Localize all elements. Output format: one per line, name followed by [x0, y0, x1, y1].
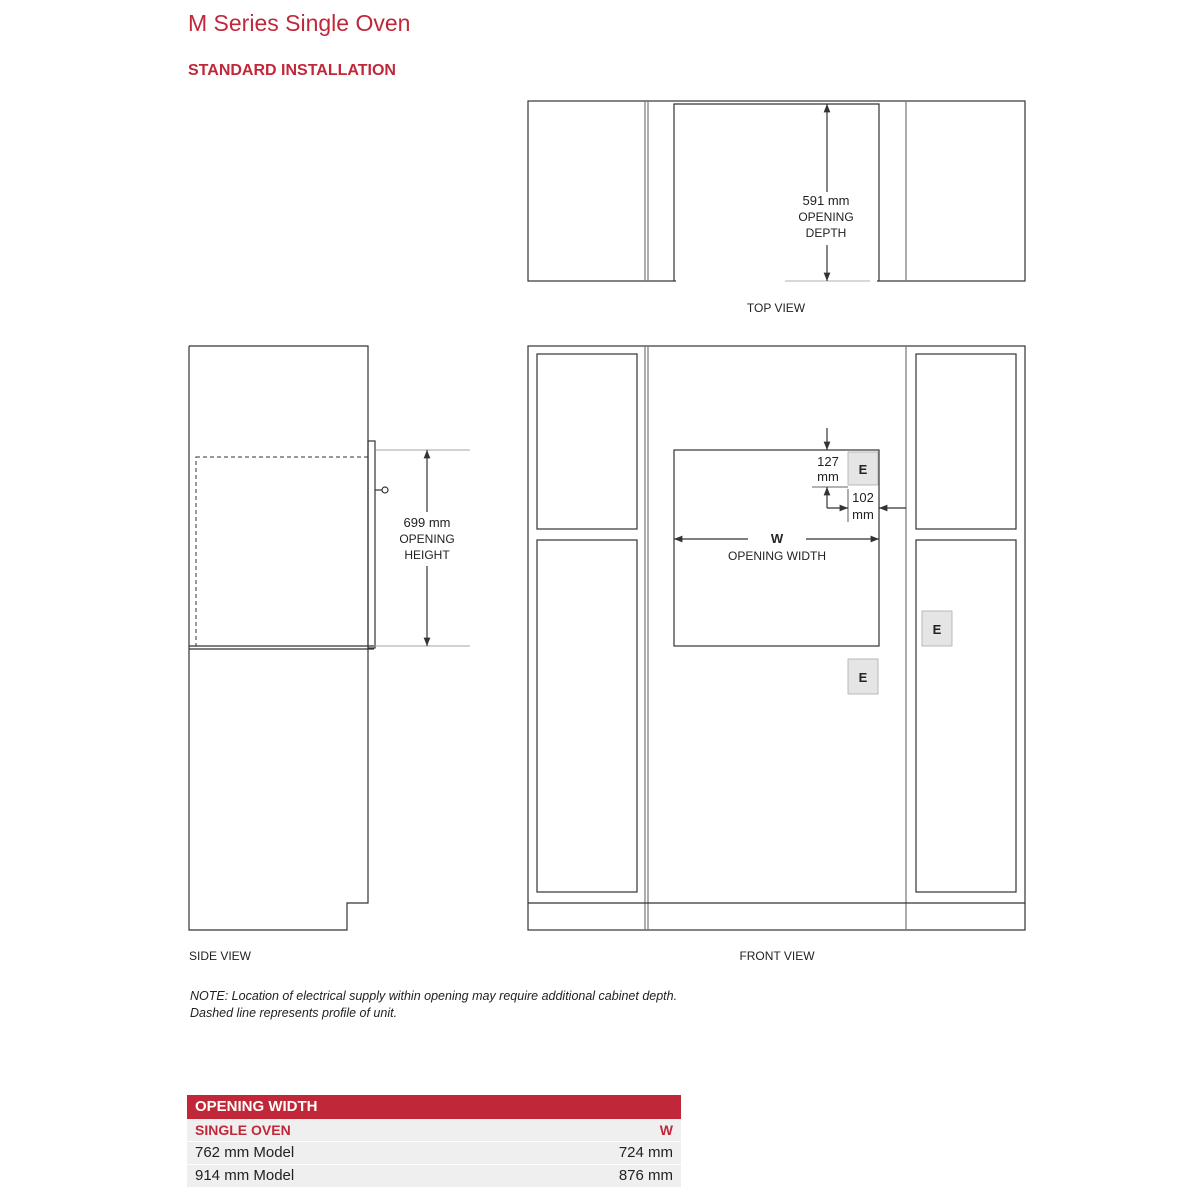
height-label-line2: HEIGHT [404, 548, 450, 562]
electrical-marker-side-cabinet [922, 611, 952, 646]
top-view-caption: TOP VIEW [746, 301, 806, 315]
side-view-caption: SIDE VIEW [189, 949, 252, 963]
installation-note [190, 988, 677, 1022]
top-offset-unit: mm [817, 469, 839, 484]
top-view-outline [528, 101, 1025, 281]
table-cell-model: 762 mm Model [195, 1144, 295, 1161]
left-lower-door [537, 540, 637, 892]
table-cell-width: 724 mm [618, 1144, 673, 1161]
svg-text:E: E [932, 622, 942, 637]
note-line-2: Dashed line represents profile of unit. [190, 1006, 398, 1020]
table-header: OPENING WIDTH [187, 1095, 681, 1119]
side-offset-unit: mm [852, 507, 874, 522]
depth-label-line1: OPENING [798, 210, 854, 224]
width-value: W [770, 531, 784, 546]
door-handle-profile [382, 487, 388, 493]
page-title: M Series Single Oven [188, 10, 411, 36]
right-lower-door [916, 540, 1016, 892]
electrical-marker-opening [848, 452, 878, 485]
opening-width-table [187, 1095, 681, 1188]
side-offset-value: 102 [852, 490, 874, 505]
svg-text:E: E [858, 462, 868, 477]
side-view [189, 346, 470, 930]
height-value: 699 mm [403, 515, 451, 530]
side-view-cabinet-outline [189, 346, 368, 930]
depth-value: 591 mm [802, 193, 850, 208]
table-subheader-left: SINGLE OVEN [195, 1122, 291, 1138]
table-row [187, 1142, 681, 1165]
page-subtitle: STANDARD INSTALLATION [188, 62, 396, 79]
oven-profile-dashed [196, 457, 368, 646]
svg-text:E: E [858, 670, 868, 685]
top-view [528, 101, 1025, 281]
left-upper-door [537, 354, 637, 529]
table-cell-width: 876 mm [618, 1167, 673, 1184]
table-cell-model: 914 mm Model [195, 1167, 295, 1184]
table-subheader-right: W [659, 1122, 673, 1138]
table-subheader [187, 1119, 681, 1142]
note-line-1: NOTE: Location of electrical supply within opening may require additional cabinet depth. [190, 989, 678, 1003]
front-view-caption: FRONT VIEW [739, 949, 815, 963]
top-offset-value: 127 [817, 454, 839, 469]
depth-label-line2: DEPTH [805, 226, 847, 240]
width-label: OPENING WIDTH [728, 549, 826, 563]
table-row [187, 1165, 681, 1188]
right-upper-door [916, 354, 1016, 529]
height-label-line1: OPENING [399, 532, 455, 546]
electrical-marker-below-opening [848, 659, 878, 694]
oven-door-profile [368, 441, 375, 648]
